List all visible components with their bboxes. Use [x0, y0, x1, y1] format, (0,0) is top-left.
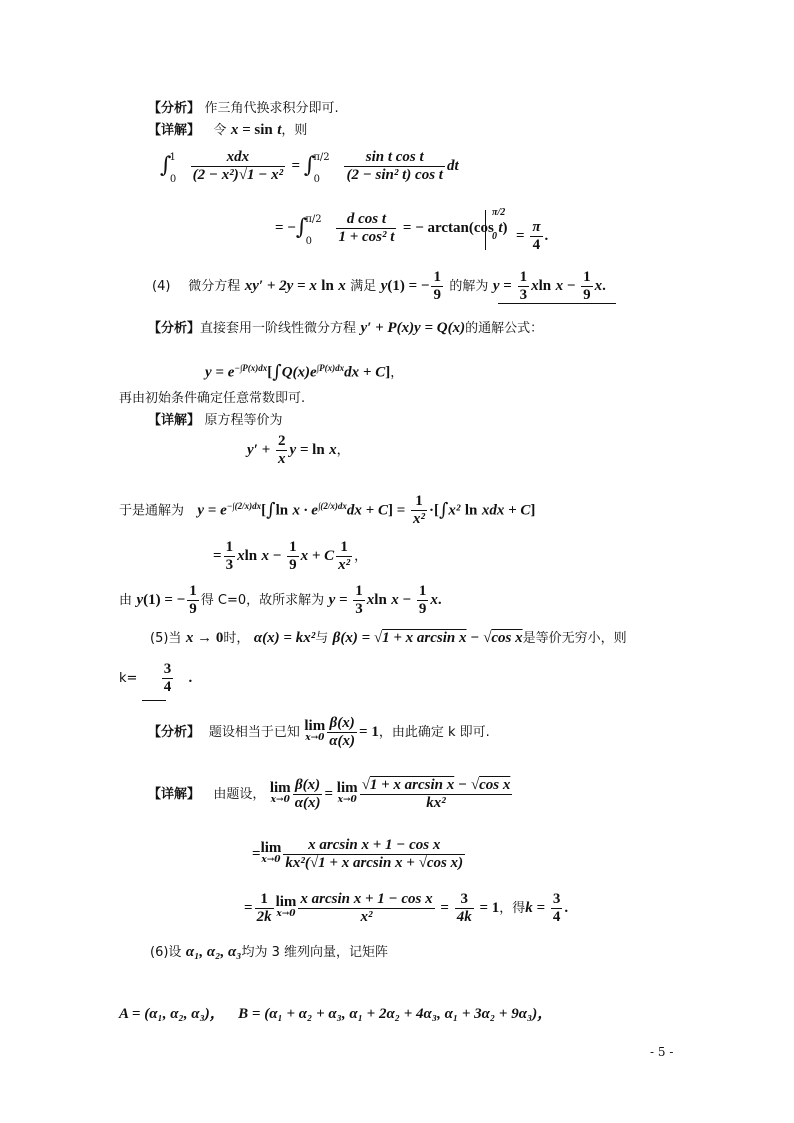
q4-ode: xy′ + 2y = x	[244, 278, 317, 294]
q6-vectors: α₁, α₂, α₃	[185, 944, 242, 960]
q3-analysis-text: 作三角代换求积分即可.	[204, 101, 339, 116]
page-number: - 5 -	[650, 1045, 674, 1059]
q5-detail-text: 由题设，	[213, 787, 266, 802]
q4-condition: y	[380, 278, 388, 294]
q3-detail-text: 令	[213, 123, 227, 138]
q4-final-text1: 由	[119, 593, 133, 608]
q5-number: (5)	[150, 631, 169, 646]
q6-text2: 均为 3 维列向量，记矩阵	[241, 945, 389, 960]
q4-analysis-text1: 直接套用一阶线性微分方程	[200, 321, 357, 336]
q4-question: (4) 微分方程 xy′ + 2y = x ln x 满足 y(1) = − $\frac{1}{9}$ 的解为 y = $\frac{1}{3}$ xln x − $\frac{1}{9}$ x.	[152, 268, 606, 303]
q5-k-answer: $\frac{3}{4}$	[163, 660, 172, 695]
q6-matrices	[119, 1004, 552, 1024]
q5-cond: x →	[185, 630, 216, 646]
q3-result: = $\frac{\pi}{4}$ .	[516, 218, 549, 253]
q6-text1: 设	[168, 945, 182, 960]
q6-matrix-b: B = (α₁ + α₂ + α₃, α₁ + 2α₂ + 4α₃, α₁ + 3α₂ + 9α₃)，	[238, 1006, 553, 1022]
q4-answer-underline	[498, 303, 616, 304]
eval-bar	[485, 210, 486, 250]
q6-matrix-a: A = (α₁, α₂, α₃)，	[119, 1006, 225, 1022]
q3-analysis-line	[148, 98, 339, 119]
q3-substitution: x =	[230, 122, 255, 138]
q5-analysis-text1: 题设相当于已知	[208, 725, 300, 740]
q4-analysis-line: 【分析】直接套用一阶线性微分方程 y′ + P(x)y = Q(x)的通解公式：	[148, 320, 544, 336]
q4-final: 由 y(1) = − $\frac{1}{9}$ 得 C=0，故所求解为 y = $\frac{1}{3}$ xln x − $\frac{1}{9}$ x.	[119, 582, 442, 617]
q4-text1: 微分方程	[188, 279, 241, 294]
q4-text3: 的解为	[449, 279, 489, 294]
eval-limits: π/2 0	[492, 207, 506, 242]
q5-text1: 当	[168, 631, 182, 646]
q5-analysis-text2: ，由此确定 k 即可.	[378, 725, 490, 740]
q3-then: ，则	[281, 123, 308, 138]
q5-answer-underline	[142, 700, 166, 701]
q4-analysis-text3: 再由初始条件确定任意常数即可.	[119, 391, 306, 406]
q6-number: (6)	[150, 945, 169, 960]
analysis-label: 【分析】	[148, 101, 201, 116]
q6-question	[150, 942, 388, 963]
q4-equiv-eq: y′ + $\frac{2}{x}$ y = ln x，	[247, 432, 350, 467]
q3-integrand-3: $\frac{\text{d cos t}}{\text{1 + cos² t}}$	[338, 210, 395, 245]
q3-integral-line1: ∫$^1_0$ $\frac{\text{xdx}}{\text{(2 − x²)√1 − x²}}$ = ∫$^{\pi/2}_0$ $\frac{\text{sin t cos t}}{\text{(2 − sin² t) cos t}}$ dt	[160, 148, 459, 185]
q3-integral-line2: = −∫$^{\pi/2}_0$ $\frac{\text{d cos t}}{\text{1 + cos² t}}$ = − arctan(cos t)	[275, 210, 508, 247]
q5-analysis-line: 【分析】 题设相当于已知 lim x→0 $\frac{\beta(x)}{\alpha(x)}$ = 1，由此确定 k 即可.	[148, 714, 490, 749]
q4-number: (4)	[152, 279, 171, 294]
q5-question: (5)当 x → 0时， α(x) = kx²与 β(x) = √1 + x arcsin x − √cos x是等价无穷小，则	[150, 630, 627, 646]
q4-final-text2: 得 C=0，故所求解为	[200, 593, 325, 608]
q5-detail-line: 【详解】 由题设， lim x→0 $\frac{\beta(x)}{\alpha(x)}$ = lim x→0 $\frac{\text{√1 + x arcsin x − √cos x}}{\text{kx²}}$	[148, 776, 511, 811]
q5-beta: β(x) = √1 + x arcsin x − √cos x	[332, 630, 523, 646]
q5-text4: 是等价无穷小，则	[522, 631, 627, 646]
q5-step3: = $\frac{1}{2k}$ lim x→0 $\frac{\text{x arcsin x + 1 − cos x}}{\text{x²}}$ = $\frac{3}{4k}$ = 1，得k = $\frac{3}{4}$ .	[244, 890, 569, 925]
q4-text2: 满足	[350, 279, 377, 294]
q4-analysis-text3-line	[119, 388, 305, 409]
q4-simplified: = $\frac{1}{3}$ xln x − $\frac{1}{9}$ x + C $\frac{1}{\text{x²}}$ ，	[213, 538, 368, 573]
q5-text2: 时，	[223, 631, 250, 646]
q3-detail-line: 【详解】 令 x = sin t，则	[148, 122, 308, 138]
q5-result-text: ，得	[499, 901, 526, 916]
q5-k-line: k= $\frac{3}{4}$ .	[119, 660, 193, 695]
q5-step2: =lim x→0 $\frac{\text{x arcsin x + 1 − cos x}}{\text{kx²(√1 + x arcsin x + √cos x)}}$	[252, 836, 464, 871]
q4-detail-line: 【详解】 原方程等价为	[148, 413, 283, 428]
q4-answer: y	[492, 278, 500, 294]
q4-general-label: 于是通解为	[119, 503, 185, 519]
q3-integrand-2: $\frac{\text{sin t cos t}}{\text{(2 − sin² t) cos t}}$	[346, 148, 443, 183]
q4-general-formula: $y = e^{-\int P(x)dx}[\int Q(x)e^{\int P(x)dx}dx + C]$，	[205, 361, 404, 383]
q4-general-solution: 于是通解为 $y = e^{-\int(2/x)dx}[\int\ln$ $x \cdot e^{\int(2/x)dx}dx + C$] = $\frac{1}{\text{x²}}$ ·[∫x² ln xdx + C]	[119, 493, 536, 528]
detail-label: 【详解】	[148, 123, 201, 138]
q5-text3: 与	[315, 631, 329, 646]
q5-alpha: α(x) = kx²	[253, 630, 316, 646]
q5-k-label: k=	[119, 671, 138, 686]
q4-analysis-text2: 的通解公式：	[465, 321, 544, 336]
q4-detail-text: 原方程等价为	[204, 413, 283, 428]
q3-integrand-1: $\frac{\text{xdx}}{\text{(2 − x²)√1 − x²}}$	[192, 148, 284, 183]
q4-linear-ode: y′ + P(x)y = Q(x)	[360, 320, 466, 336]
